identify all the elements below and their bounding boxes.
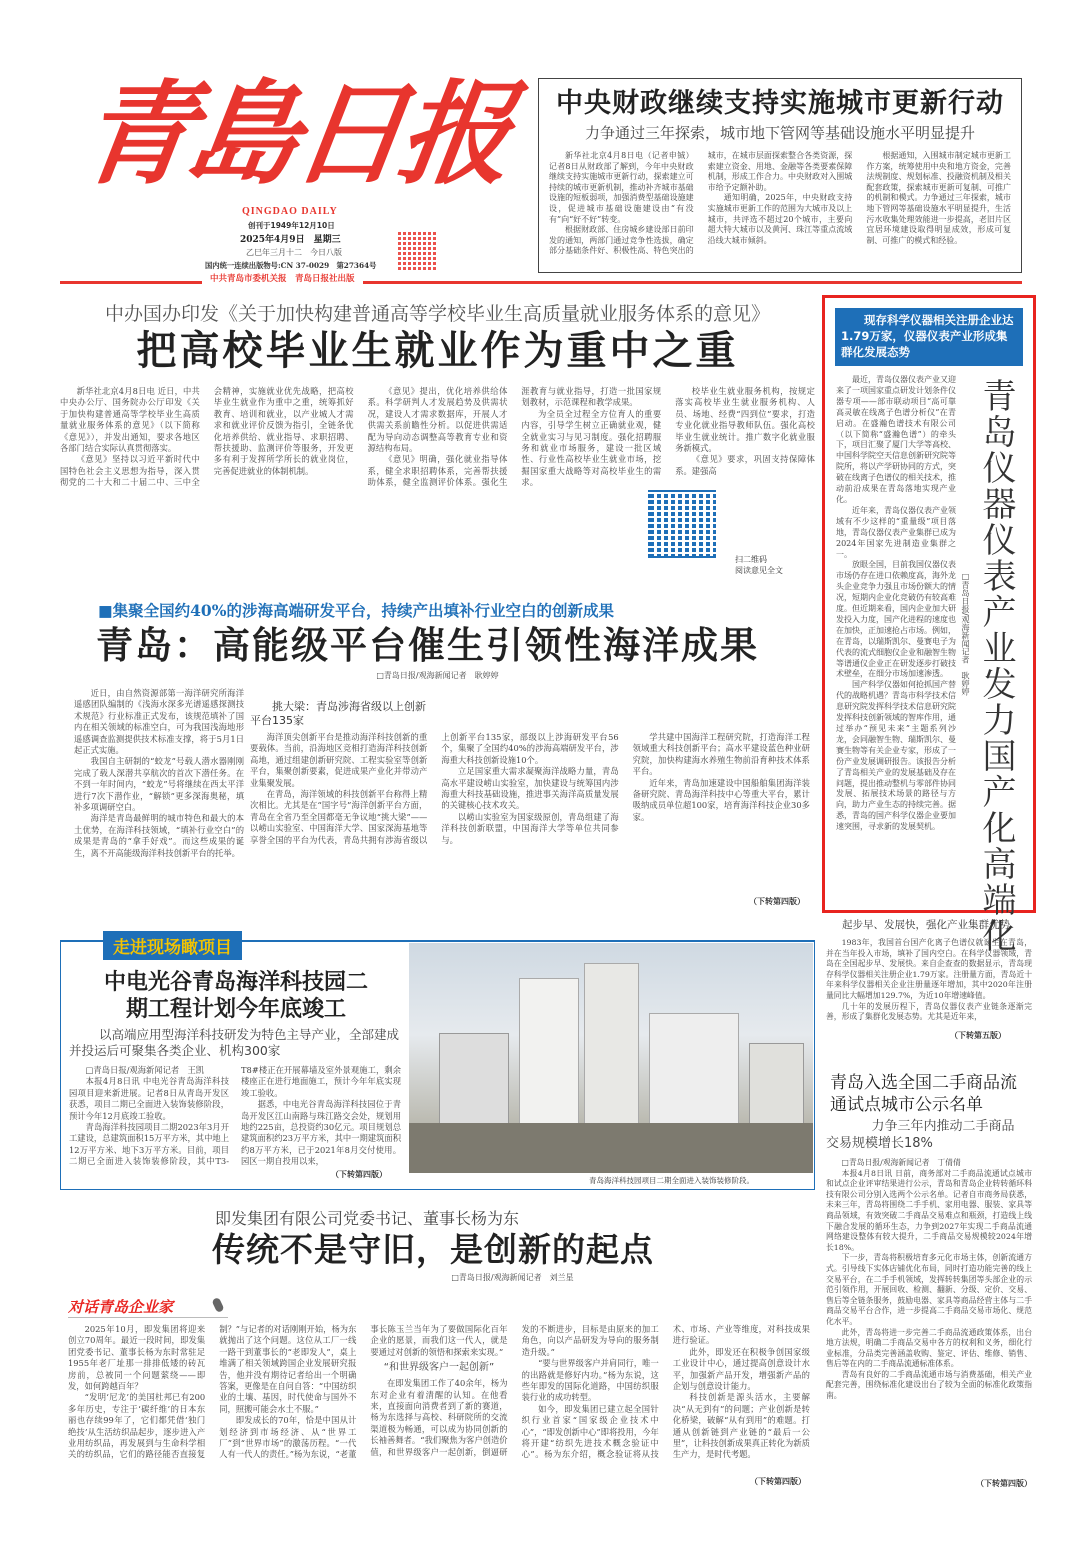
paragraph: “发明‘尼龙’的美国杜邦已有200多年历史，专注于‘碳纤维’的日本东丽也存续99年了，它们都凭借‘独门绝技’从生活纺织品起步，逐步进入产业用纺织品，再发展到与生命科学相关的纺织品，它们的路径能否直接复制？”与记者的对话刚刚开始，杨为东就抛出了这个问题。这位从工厂一线一路干到董事长的“老即发人”，桌上堆满了相关领域跨国企业发展研究报告，他并没有期待记者给出一个明确答案，更像是在自问自答：“中国纺织业的土壤、基因，时代使命与国外不同，照搬可能会水土不服。”: [68, 1324, 357, 1460]
paragraph: 青岛有良好的二手商品流通市场与消费基础，相关产业配套完善，围绕标准化建设出台了较为全面的标准化政策指南。: [826, 1369, 1032, 1401]
paragraph: “要与世界级客户并肩同行，唯一的出路就是修好内功。”杨为东说，这些年即发的国际化道路，中国纺织服装行业的成功转型。: [521, 1358, 659, 1403]
paragraph: 学共建中国海洋工程研究院，打造海洋工程领域重大科技创新平台；高水平建设蓝色种业研究院，加快构建海水养殖生物前沿育种技术体系平台。: [632, 732, 810, 777]
article-qr-code[interactable]: [648, 490, 716, 558]
continued-note: （下转第四版）: [750, 1476, 806, 1486]
paragraph: 近年来，青岛仪器仪表产业领域有不少这样的“重量级”项目落地，青岛仪器仪表产业集群已成为2024年国家先进制造业集群之一。: [836, 505, 956, 559]
article-byline: □青岛日报/观海新闻记者 丁倩倩: [841, 1158, 961, 1167]
article-subhead: 力争三年内推动二手商品交易规模增长18%: [826, 1119, 1015, 1151]
article-byline: □青岛日报/观海新闻记者 刘兰星: [451, 1273, 574, 1282]
top-story-headline: 中央财政继续支持实施城市更新行动: [556, 88, 1004, 119]
paragraph: 近年来，青岛加速建设中国船舶集团海洋装备研究院、青岛海洋科技中心等重大平台，累计吸纳成员单位超100家，培育海洋科技企业30多家。: [632, 777, 810, 822]
paragraph: 近日，由自然资源部第一海洋研究所海洋遥感团队编制的《浅海水深多光谱遥感探测技术规范》行业标准正式发布，该规范填补了国内在相关领域的标准空白，可为我国浅海地形遥感调查监测提供技术标准支撑，将于5月1日起正式实施。: [74, 688, 244, 756]
article-headline: 传统不是守旧，是创新的起点: [212, 1230, 654, 1269]
lunar-date: 乙巳年三月十二 今日八版: [246, 248, 342, 257]
top-story: [538, 78, 1022, 273]
paragraph: 此外，青岛将进一步完善二手商品流通政策体系，出台地方法规，明确二手商品交易中各方的权利和义务，细化行业标准，分品类完善涵盖收购、鉴定、评估、维修、销售、售后等在内的二手商品流通标准体系。: [826, 1327, 1032, 1369]
paragraph: 1983年，我国首台国产化离子色谱仪就诞生在青岛，并在当年投入市场，填补了国内空白。在科学仪器领域，青岛在全国起步早、发展快。来自企查查的数据显示，青岛现存科学仪器相关注册企业1.79万家。注册量方面，青岛近十年来科学仪器相关企业注册量逐年增加，其中2020年注册量同比大幅增加129.7%，为近10年增速峰值。: [826, 938, 1032, 1000]
top-story-subhead: 力争通过三年探索，城市地下管网等基础设施水平明显提升: [584, 124, 975, 142]
article-body-col1: [74, 688, 244, 903]
paragraph: 新华社北京4月8日电 近日，中共中央办公厅、国务院办公厅印发《关于加快构建普通高等学校毕业生高质量就业服务体系的意见》（以下简称《意见》），并发出通知，要求各地区各部门结合实际认真贯彻落实。: [60, 386, 200, 454]
paragraph: 2025年10月，即发集团将迎来创立70周年。最近一段时间，即发集团党委书记、董事长杨为东时常驻足1955年老厂址那一排排低矮的砖瓦房前，总被同一个问题萦绕——即发，如何跨越百年？: [68, 1324, 206, 1392]
continued-note: （下转第四版）: [749, 896, 805, 906]
paragraph: 以崂山实验室为国家级原创，青岛组建了海洋科技创新联盟，中国海洋大学等单位共同参与。: [441, 811, 619, 845]
article-secondhand: [826, 1072, 1032, 1487]
article-headline: 青岛：高能级平台催生引领性海洋成果: [96, 623, 759, 667]
paragraph: 在即发集团工作了40余年，杨为东对企业有着清醒的认知。在他看来，直接面向消费者到了新的赛道，杨为东选择与高校、科研院所的交流渠道极为畅通，可以成为协同创新的长袖善舞者。“我们聚焦为客户创造价值，和世界级客户一起创新，倒逼研发的不断进步，目标是由原来的加工角色，向以产品研发为导向的服务制造升级。”: [370, 1324, 659, 1457]
founded-date: 创刊于1949年12月10日: [248, 221, 335, 230]
sidebar-vertical-headline: 青岛仪器仪表产业发力国产化高端化: [976, 378, 1016, 954]
article-headline: 青岛入选全国二手商品流通试点城市公示名单: [830, 1073, 1017, 1115]
sidebar-byline: □青岛日报/观海新闻记者 耿婷婷: [961, 572, 970, 696]
microphone-icon: [211, 1297, 224, 1313]
article-kicker: ■集聚全国约40%的涉海高端研发平台，持续产出填补行业空白的创新成果: [98, 601, 614, 620]
article-headline: 把高校毕业生就业作为重中之重: [136, 327, 739, 374]
photo-caption: 青岛海洋科技园项目二期全面进入装饰装修阶段。: [589, 1176, 754, 1185]
paragraph: 我国自主研制的“蛟龙”号载人潜水器刚刚完成了载人深潜共享航次的首次下潜任务。在不到一年时间内，“蛟龙”号将继续在西太平洋进行7次下潜作业，“解锁”更多深海奥秘，填补多项调研空白。: [74, 756, 244, 813]
paragraph: 《意见》要求，巩固支持保障体系。建强高: [675, 454, 815, 476]
publisher-line: 中共青岛市委机关报 青岛日报社出版: [202, 272, 363, 284]
article-marine: [60, 600, 815, 910]
paragraph: 此外，即发还在积极争创国家级工业设计中心，通过提高创意设计水平，加强新产品开发，增强新产品的企划与创意设计能力。: [672, 1346, 810, 1392]
article-kicker: 中办国办印发《关于加快构建普通高等学校毕业生高质量就业服务体系的意见》: [104, 303, 770, 325]
paragraph: 海洋是青岛最鲜明的城市特色和最大的本土优势，在海洋科技领域，“填补行业空白”的成果是青岛的“拿手好戏”。而这些成果的诞生，离不开高能级海洋科技创新平台的托举。: [74, 813, 244, 858]
continued-note: （下转第五版）: [950, 1030, 1006, 1040]
paragraph: 据悉，中电光谷青岛海洋科技园位于青岛开发区江山南路与珠江路交会处，规划用地约225亩，总投资约30亿元。项目规划总建筑面积约23万平方米，其中一期建筑面积约8万平方米，已于2021年8月交付使用。园区一期自投用以来，: [241, 1099, 401, 1167]
paragraph: 根据财政部、住房城乡建设部日前印发的通知，两部门通过竞争性选拔，确定部分基础条件好、积极性高、特色突出的城市，在城市层面探索整合各类资源，探索建立资金、用地、金融等各类要素保障机制，形成工作合力。中央财政对入围城市给予定额补助。: [549, 151, 853, 256]
article-subtitle: 挑大梁：青岛涉海省级以上创新平台135家: [250, 700, 426, 727]
paragraph: 校毕业生就业服务机构，按规定落实高校毕业生就业服务机构、人员、场地、经费“四到位”要求，打造专业化就业指导教师队伍。强化高校毕业生就业统计。推广数字化就业服务新模式。: [675, 386, 815, 454]
paragraph: 本报4月8日讯 中电光谷青岛海洋科技园项目迎来新进展。记者8日从青岛开发区获悉，项目二期已全面进入装饰装修阶段，预计今年12月底竣工验收。: [69, 1076, 229, 1121]
article-byline: □青岛日报/观海新闻记者 王凯: [85, 1065, 205, 1075]
qr-code[interactable]: [398, 230, 438, 270]
sidebar-body: [836, 375, 956, 905]
paragraph: 根据通知，入围城市制定城市更新工作方案，统筹使用中央和地方资金，完善法规制度、规划标准、投融资机制及相关配套政策，探索城市更新可复制、可推广的机制和模式。力争通过三年探索，城市地下管网等基础设施水平明显提升，生活污水收集处理效能进一步提高，老旧片区宜居环境建设取得明显成效，形成可复制、可推广的模式和经验。: [866, 151, 1011, 245]
newspaper-logo: 青島日报: [72, 69, 516, 200]
paragraph: 海洋顶尖创新平台是推动海洋科技创新的重要载体。当前，沿海地区竞相打造海洋科技创新高地，通过组建创新研究院、工程实验室等创新平台，集聚创新要素，促进成果产业化并带动产业集聚发展。: [250, 732, 428, 788]
article-kicker: 即发集团有限公司党委书记、董事长杨为东: [215, 1209, 520, 1228]
paragraph: 在青岛，海洋领域的科技创新平台称得上精次相比。尤其是在“国字号”海洋创新平台方面，青岛在全省乃至全国都毫无争议地“挑大梁”——以崂山实验室、中国海洋大学、国家深海基地等享誉全国的平台为代表，青岛共拥有涉海省级以上创新平台135家，部级以上涉海研发平台56个，集聚了全国约40%的涉海高端研发平台，涉海重大科技创新设施10个。: [250, 732, 619, 845]
article-body-rest: [250, 732, 810, 904]
paragraph: 本报4月8日讯 日前，商务部对二手商品流通试点城市和试点企业评审结果进行公示，青岛和青岛企业转转循环科技有限公司分别入选两个公示名单。记者自市商务局获悉，未来三年，青岛将围绕二手手机、家用电器、服装、家具等商品领域，有效突破二手商品交易难点和瓶颈，打造线上线下融合发展的循环生态，力争到2027年实现二手商品流通网络建设整体有较大提升，二手商品交易规模较2024年增长18%。: [826, 1168, 1032, 1252]
article-byline: □青岛日报/观海新闻记者 耿婷婷: [376, 671, 499, 680]
paragraph: 科技创新是源头活水，主要解决“从无到有”的问题；产业创新是转化桥梁，破解“从有到用”的难题。打通从创新链到产业链的“最后一公里”，让科技创新成果真正转化为新质生产力，是时代考题。: [672, 1392, 810, 1460]
sidebar-banner: 现存科学仪器相关注册企业达1.79万家，仪器仪表产业形成集群化发展态势: [835, 308, 1023, 366]
article-interview: [60, 1208, 815, 1488]
paragraph: 国产科学仪器如何抢抓国产替代的战略机遇？青岛市科学技术信息研究院发挥科学技术信息研究院发挥科技创新领域的智库作用，通过举办“预见未来”主题系列沙龙，会同融智生物、瑞斯凯尔、曼赛生物等有关企业专家，形成了一份产业发展调研报告。该报告分析了青岛相关产业的发展基础及存在问题，提出推动整机与零部件协同发展、拓展技术场景的路径与方向，助力产业生态的持续完善。据悉，青岛的国产科学仪器企业要加速突围，寻求新的发展契机。: [836, 680, 956, 832]
paragraph: 《意见》明确，强化就业指导体系，健全求职招聘体系，完善帮扶援助体系，健全监测评价体系。强化生涯教育与就业指导，打造一批国家规划教材，示范课程和教学成果。: [367, 386, 662, 488]
construction-photo: [409, 943, 813, 1173]
paragraph: 立足国家重大需求凝聚海洋战略力量，青岛高水平建设崂山实验室，加快建设与统筹国内涉海重大科技基础设施，推进事关海洋高质量发展的关键核心技术攻关。: [441, 766, 619, 811]
paragraph: 新华社北京4月8日电（记者申铖） 记者8日从财政部了解到，今年中央财政继续支持实施城市更新行动，探索建立可持续的城市更新机制，推动补齐城市基础设施的短板弱项，加强消费型基础设施建设，促进城市基础设施建设由“有没有”向“好不好”转变。: [549, 151, 694, 224]
top-story-body: [549, 151, 1011, 263]
paragraph: 《意见》提出，优化培养供给体系。科学研判人才发展趋势及供需状况，建设人才需求数据库，开展人才供需关系前瞻性分析。以促进供需适配为导向动态调整高等教育专业和资源结构布局。: [367, 386, 508, 454]
paragraph: 放眼全国，目前我国仪器仪表市场仍存在进口依赖度高，海外龙头企业竞争力强且市场份额大的情况，短期内企业化竞破仍有较高难度。但近期来看，国内企业加大研发投入力度，国产化进程的速度也在加快，正加速抢占市场。例如，在青岛，以瑞斯凯尔、曼赛电子为代表的流式细胞仪企业和融智生物等谱通仪企业正在研发逐步打破技术壁垒，在细分市场加速渗透。: [836, 560, 956, 679]
article-subhead: 以高端应用型海洋科技研发为特色主导产业，全部建成并投运后可聚集各类企业、机构300家: [69, 1027, 400, 1058]
column-banner: 走进现场瞰项目: [103, 931, 242, 960]
section-subtitle: “和世界级客户一起创新”: [383, 1362, 495, 1374]
publication-number: 国内统一连续出版物号:CN 37-0029 第27364号: [205, 261, 377, 270]
paragraph: 如今，即发集团已建立起全国针织行业首家“国家级企业技术中心”，“即发创新中心”即将投用，今年将开建“纺织先进技术概念验证中心”。杨为东介绍，概念验证将从技术、市场、产业等维度，对科技成果进行验证。: [521, 1324, 810, 1460]
article-headline: 中电光谷青岛海洋科技园二期工程计划今年底竣工: [103, 969, 368, 1022]
paragraph: 即发成长的70年，恰是中国从计划经济到市场经济、从“世界工厂”到“世界市场”的激荡历程。“一代人有一代人的责任。”杨为东说，“老董事长陈玉兰当年为了要做国际化百年企业的愿景，而我们这一代人，就是要通过对创新的领悟和探索来实现。”: [219, 1324, 508, 1460]
issue-date: 2025年4月9日 星期三: [240, 235, 341, 245]
article-body: [826, 1158, 1032, 1478]
article-body: [69, 1065, 401, 1175]
sidebar-body-2: [826, 938, 1032, 1026]
paragraph: 为全员全过程全方位育人的重要内容，引导学生树立正确就业观，健全就业实习与见习制度。强化招聘服务和就业市场服务，建设一批区域性、行业性高校毕业生就业市场，挖掘国家重大战略等对高校毕业生的需求。: [521, 408, 662, 488]
paragraph: 几十年的发展历程下，青岛仪器仪表产业链条逐渐完善，形成了集群化发展态势。尤其是近年来，: [826, 1001, 1032, 1022]
continued-note: （下转第四版）: [331, 1169, 387, 1179]
sidebar-subhead: 起步早、发展快，强化产业集群优势: [842, 919, 1010, 931]
paragraph: 下一步，青岛将积极培育多元化市场主体，创新流通方式。引导线下实体店铺优化布局，同时打造功能完善的线上交易平台，在二手手机领域，发挥转转集团等头部企业的示范引领作用，开展回收、检测、翻新、分级、定价、交易、售后等全链条服务，鼓励电器、家具等商品经营主体与二手商品交易平台合作，进一步提高二手商品交易市场化、规范化水平。: [826, 1253, 1032, 1326]
paragraph: 《意见》坚持以习近平新时代中国特色社会主义思想为指导，深入贯彻党的二十大和二十届二中、三中全会精神，实施就业优先战略，把高校毕业生就业作为重中之重，统筹抓好教育、培训和就业，以产业城人才需求和就业评价反馈为指引，全链条优化培养供给、就业指导、求职招聘、帮扶援助、监测评价等服务，开发更多有利于发挥所学所长的就业岗位，完善促进就业的体制机制。: [60, 386, 354, 488]
english-name: QINGDAO DAILY: [242, 206, 338, 217]
paragraph: 最近，青岛仪器仪表产业又迎来了一项国家重点研发计划条件仪器专项——部市联动项目“高可靠高灵敏在线离子色谱分析仪”在青启动。在盛瀚色谱技术有限公司（以下简称“盛瀚色谱”）的牵头下，项目汇聚了厦门大学等高校、中国科学院空天信息创新研究院等院所，将以产学研协同的方式，突破在线离子色谱仪的相关技术，推动前沿成果在青岛落地实现产业化。: [836, 375, 956, 504]
column-logo-text: 对话青岛企业家: [68, 1298, 174, 1316]
paragraph: 通知明确，2025年，中央财政支持实施城市更新工作的范围为大城市及以上城市，共评选不超过20个城市，主要向超大特大城市以及黄河、珠江等重点流域沿线大城市倾斜。: [707, 193, 853, 245]
paragraph: 青岛海洋科技园项目二期2023年3月开工建设，总建筑面积15万平方米，其中地上12万平方米、地下3万平方米。目前，项目二期已全面进入装饰装修阶段，其中T3-T8#楼正在开展幕墙及室外景观施工，剩余楼座正在进行地面施工，预计今年年底实现竣工验收。: [69, 1065, 401, 1167]
masthead: [70, 62, 540, 292]
qr-caption: 扫二维码 阅读意见全文: [735, 555, 783, 575]
article-body: [68, 1324, 810, 1484]
article-science-park: [60, 940, 815, 1190]
continued-note: （下转第四版）: [976, 1478, 1032, 1488]
column-logo: [68, 1296, 228, 1318]
